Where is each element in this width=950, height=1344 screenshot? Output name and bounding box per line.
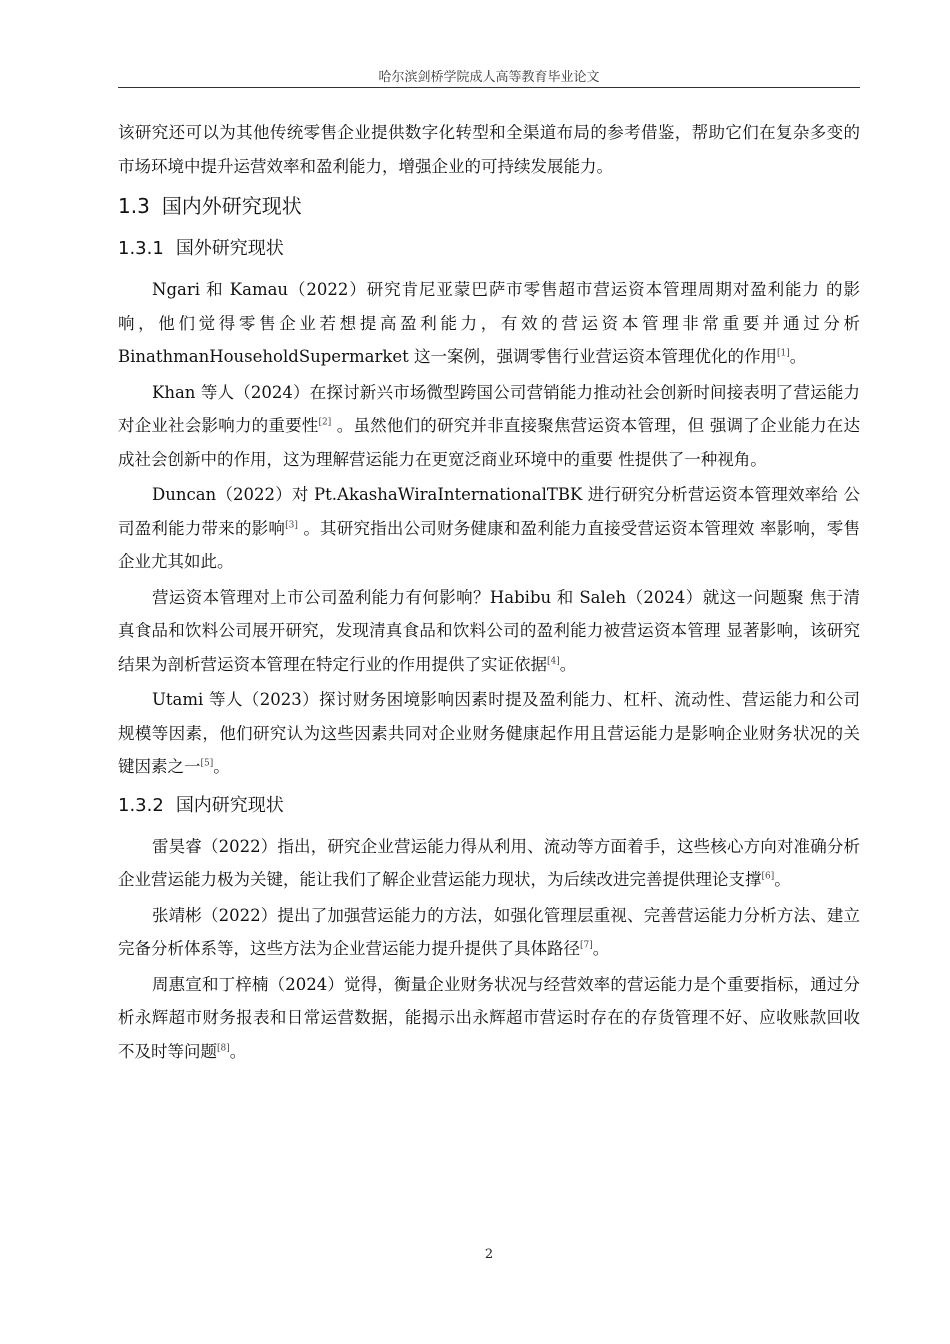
paragraph-zhang — [118, 899, 860, 966]
section-title: 国外研究现状 — [175, 238, 284, 259]
section-number: 1.3.1 — [118, 238, 164, 259]
paragraph-tail: 。 — [789, 347, 807, 366]
paragraph-habibu-saleh — [118, 581, 860, 682]
citation-ref[interactable]: [3] — [285, 520, 298, 530]
citation-ref[interactable]: [2] — [318, 417, 332, 428]
header-rule — [118, 87, 860, 88]
running-header: 哈尔滨剑桥学院成人高等教育毕业论文 — [378, 70, 600, 85]
paragraph-text: Ngari 和 Kamau（2022）研究肯尼亚蒙巴萨市零售超市营运资本管理周期对盈利能力 的影响，他们觉得零售企业若想提高盈利能力，有效的营运资本管理非常重要并通过分析 BinathmanHouseholdSupermarket 这一案例，强调零售行业营运资本管理优化的作用 — [118, 280, 860, 366]
citation-ref[interactable]: [1] — [776, 348, 790, 359]
paragraph-text: Utami 等人（2023）探讨财务困境影响因素时提及盈利能力、杠杆、流动性、营运能力和公司规模等因素，他们研究认为这些因素共同对企业财务健康起作用且营运能力是影响企业财务状况的关键因素之一 — [118, 690, 860, 776]
citation-ref[interactable]: [6] — [761, 871, 775, 882]
section-heading-1-3-1 — [118, 229, 860, 269]
paragraph-text: Khan 等人（2024）在探讨新兴市场微型跨国公司营销能力推动社会创新时间接表明了营运能力对企业社会影响力的重要性 — [118, 382, 860, 435]
paragraph-text: 营运资本管理对上市公司盈利能力有何影响？Habibu 和 Saleh（2024）就这一问题聚 焦于清真食品和饮料公司展开研究，发现清真食品和饮料公司的盈利能力被营运资本管理 显著影响，该研究结果为剖析营运资本管理在特定行业的作用提供了实证依据 — [118, 587, 860, 674]
paragraph-tail: 。 — [592, 939, 610, 958]
page-content — [118, 116, 860, 1070]
paragraph-tail: 。 — [213, 757, 230, 776]
paragraph-ngari-kamau — [118, 273, 860, 374]
paragraph-zhou-ding — [118, 968, 860, 1069]
section-heading-1-3-2 — [118, 786, 860, 826]
intro-paragraph: 该研究还可以为其他传统零售企业提供数字化转型和全渠道布局的参考借鉴，帮助它们在复杂多变的市场环境中提升运营效率和盈利能力，增强企业的可持续发展能力。 — [118, 123, 860, 176]
paragraph-khan — [118, 376, 860, 477]
paragraph-text: Duncan（2022）对 Pt.AkashaWiraInternationalTBK 进行研究分析营运资本管理效率给 公司盈利能力带来的影响 — [118, 485, 860, 538]
section-title: 国内研究现状 — [175, 794, 284, 816]
paragraph-tail: 。 — [559, 654, 577, 674]
paragraph-text: 周惠宣和丁梓楠（2024）觉得，衡量企业财务状况与经营效率的营运能力是个重要指标，通过分析永辉超市财务报表和日常运营数据，能揭示出永辉超市营运时存在的存货管理不好、应收账款回收不及时等问题 — [118, 974, 860, 1061]
section-title: 国内外研究现状 — [161, 194, 302, 218]
paragraph-tail: 。 — [229, 1041, 247, 1061]
citation-ref[interactable]: [8] — [217, 1043, 230, 1053]
paragraph-tail: 。虽然他们的研究并非直接聚焦营运资本管理，但 强调了企业能力在达成社会创新中的作用，这为理解营运能力在更宽泛商业环境中的重要 性提供了一种视角。 — [118, 416, 860, 469]
paragraph-tail: 。 — [774, 870, 791, 889]
paragraph-text: 张靖彬（2022）提出了加强营运能力的方法，如强化管理层重视、完善营运能力分析方法、建立完备分析体系等，这些方法为企业营运能力提升提供了具体路径 — [118, 905, 860, 958]
page-number: 2 — [484, 1247, 494, 1262]
paragraph-text: 雷昊睿（2022）指出，研究企业营运能力得从利用、流动等方面着手，这些核心方向对准确分析企业营运能力极为关键，能让我们了解企业营运能力现状，为后续改进完善提供理论支撑 — [118, 836, 860, 889]
paragraph-tail: 。其研究指出公司财务健康和盈利能力直接受营运资本管理效 率影响，零售企业尤其如此。 — [118, 518, 860, 571]
citation-ref[interactable]: [5] — [200, 758, 214, 769]
paragraph-duncan — [118, 478, 860, 579]
citation-ref[interactable]: [4] — [547, 656, 560, 666]
paragraph-lei — [118, 830, 860, 897]
section-number: 1.3 — [118, 194, 150, 218]
paragraph-utami — [118, 683, 860, 784]
section-number: 1.3.2 — [118, 794, 164, 816]
section-heading-1-3 — [118, 185, 860, 227]
document-page — [118, 0, 860, 1344]
citation-ref[interactable]: [7] — [580, 940, 593, 951]
